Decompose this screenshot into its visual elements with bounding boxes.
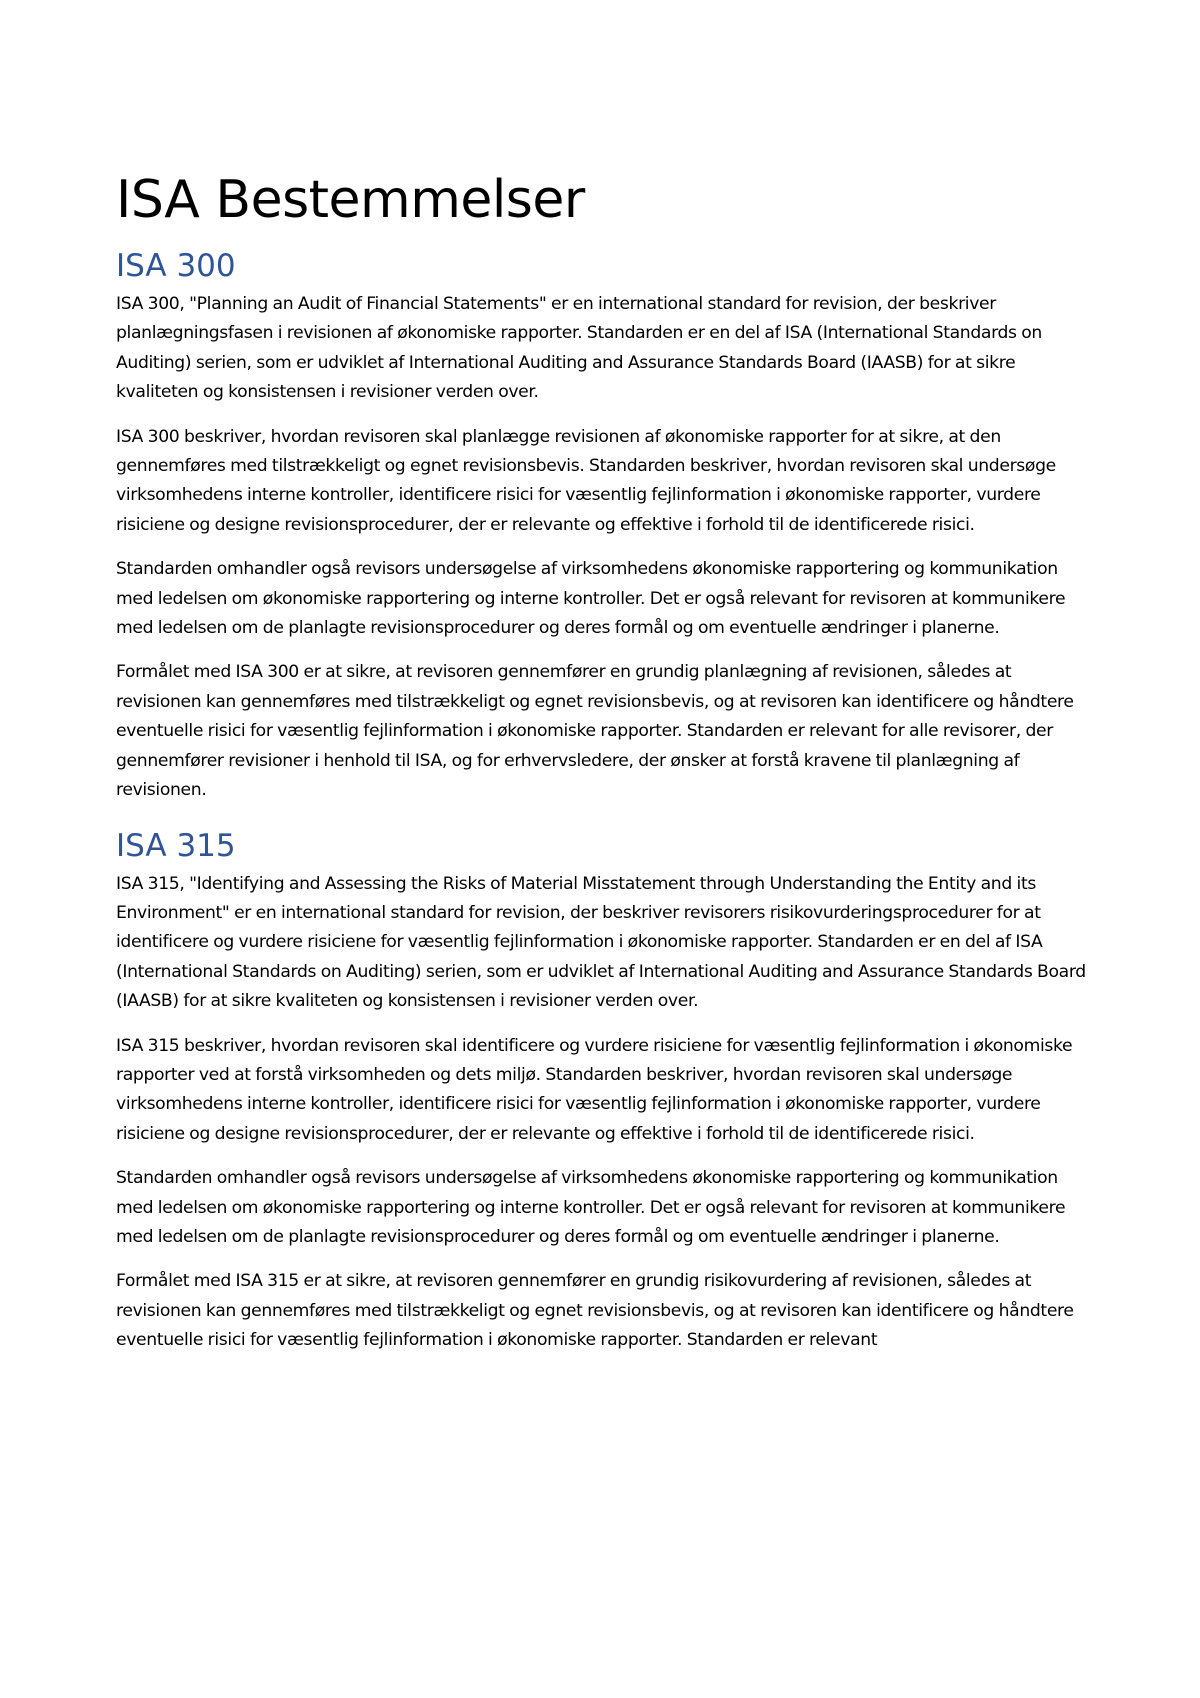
- paragraph: Standarden omhandler også revisors undersøgelse af virksomhedens økonomiske rapportering og kommunikation med ledelsen om økonomiske rapportering og interne kontroller. Det er også relevant for revisoren at kommunikere med ledelsen om de planlagte revisionsprocedurer og deres formål og om eventuelle ændringer i planerne.: [116, 1168, 1066, 1247]
- section-isa-300: [116, 248, 1096, 806]
- paragraph: ISA 315 beskriver, hvordan revisoren skal identificere og vurdere risiciene for væsentlig fejlinformation i økonomiske rapporter ved at forstå virksomheden og dets miljø. Standarden beskriver, hvordan revisoren skal undersøge virksomhedens interne kontroller, identificere risici for væsentlig fejlinformation i økonomiske rapporter, vurdere risiciene og designe revisionsprocedurer, der er relevante og effektive i forhold til de identificerede risici.: [116, 1035, 1073, 1144]
- paragraph: Formålet med ISA 315 er at sikre, at revisoren gennemfører en grundig risikovurdering af revisionen, således at revisionen kan gennemføres med tilstrækkeligt og egnet revisionsbevis, og at revisoren kan identificere og håndtere eventuelle risici for væsentlig fejlinformation i økonomiske rapporter. Standarden er relevant: [116, 1271, 1074, 1351]
- section-heading: ISA 300: [116, 248, 236, 284]
- document-body: [116, 170, 1096, 1371]
- paragraph: Formålet med ISA 300 er at sikre, at revisoren gennemfører en grundig planlægning af revisionen, således at revisionen kan gennemføres med tilstrækkeligt og egnet revisionsbevis, og at revisoren kan identificere og håndtere eventuelle risici for væsentlig fejlinformation i økonomiske rapporter. Standarden er relevant for alle revisorer, der gennemfører revisioner i henhold til ISA, og for erhvervsledere, der ønsker at forstå kravene til planlægning af revisionen.: [116, 662, 1074, 801]
- document-title: ISA Bestemmelser: [116, 170, 585, 230]
- paragraph: Standarden omhandler også revisors undersøgelse af virksomhedens økonomiske rapportering og kommunikation med ledelsen om økonomiske rapportering og interne kontroller. Det er også relevant for revisoren at kommunikere med ledelsen om de planlagte revisionsprocedurer og deres formål og om eventuelle ændringer i planerne.: [116, 559, 1066, 639]
- paragraph: ISA 300, "Planning an Audit of Financial Statements" er en international standard for revision, der beskriver planlægningsfasen i revisionen af økonomiske rapporter. Standarden er en del af ISA (International Standards on Auditing) serien, som er udviklet af International Auditing and Assurance Standards Board (IAASB) for at sikre kvaliteten og konsistensen i revisioner verden over.: [116, 294, 1042, 403]
- paragraph: ISA 315, "Identifying and Assessing the Risks of Material Misstatement through Understanding the Entity and its Environment" er en international standard for revision, der beskriver revisorers risikovurderingsprocedurer for at identificere og vurdere risiciene for væsentlig fejlinformation i økonomiske rapporter. Standarden er en del af ISA (International Standards on Auditing) serien, som er udviklet af International Auditing and Assurance Standards Board (IAASB) for at sikre kvaliteten og konsistensen i revisioner verden over.: [116, 873, 1086, 1012]
- section-isa-315: [116, 828, 1096, 1356]
- paragraph: ISA 300 beskriver, hvordan revisoren skal planlægge revisionen af økonomiske rapporter for at sikre, at den gennemføres med tilstrækkeligt og egnet revisionsbevis. Standarden beskriver, hvordan revisoren skal undersøge virksomhedens interne kontroller, identificere risici for væsentlig fejlinformation i økonomiske rapporter, vurdere risiciene og designe revisionsprocedurer, der er relevante og effektive i forhold til de identificerede risici.: [116, 426, 1056, 535]
- section-heading: ISA 315: [116, 827, 236, 864]
